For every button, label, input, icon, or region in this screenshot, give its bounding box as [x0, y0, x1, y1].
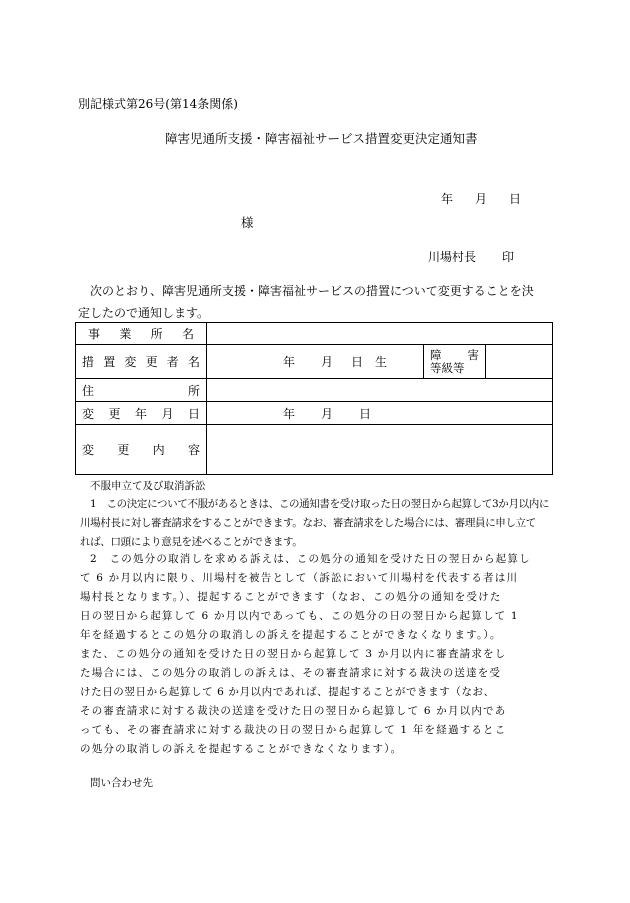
appeal-item-2-line: た場合には、この処分の取消しの訴えは、その審査請求に対する裁決の送達を受: [80, 667, 502, 679]
label-char: 容: [187, 443, 200, 457]
issue-date-year: 年: [441, 192, 454, 206]
birth-year: 年: [283, 355, 296, 369]
appeal-item-2-line: 年を経過するとこの処分の取消しの訴えを提起することができなくなります。）。: [80, 629, 502, 641]
birth-date-cell[interactable]: [207, 345, 424, 379]
label-char: 内: [152, 443, 165, 457]
birth-month: 月: [321, 355, 334, 369]
table-row-change-date: [76, 402, 553, 425]
seal-mark: 印: [502, 250, 515, 264]
address-label: [76, 379, 207, 402]
appeal-item-2-line: て 6 か月以内に限り、川場村を被告として（訴訟において川場村を代表する者は川: [80, 572, 519, 584]
label-char: 措: [82, 355, 95, 369]
label-char: 年: [134, 406, 147, 421]
addressee-suffix: 様: [241, 215, 254, 230]
label-char: 更: [108, 406, 121, 421]
label-char: 名: [187, 355, 200, 369]
issue-date-month: 月: [475, 192, 488, 206]
table-row-target: [76, 345, 553, 379]
disability-grade-value[interactable]: [486, 345, 553, 379]
issue-date-day: 日: [509, 192, 522, 206]
label-char: 業: [119, 327, 132, 341]
label-char: 変: [124, 355, 137, 369]
change-month: 月: [321, 406, 334, 421]
appeal-item-2-line: けた日の翌日から起算して 6 か月以内であれば、提起することができます（なお、: [80, 686, 495, 698]
change-content-label: [76, 425, 207, 475]
appeal-item-2-line: の処分の取消しの訴えを提起することができなくなります）。: [80, 743, 403, 755]
label-char: 住: [82, 383, 95, 398]
label-char: 障: [430, 347, 442, 362]
appeal-item-2-line: また、この処分の通知を受けた日の翌日から起算して 3 か月以内に審査請求をし: [80, 648, 507, 660]
appeal-item-1-line: 1 この決定について不服があるときは、この通知書を受け取った日の翌日から起算して3か月以内に: [90, 498, 550, 510]
label-char: 月: [161, 406, 174, 421]
label-char: 名: [181, 327, 194, 341]
label-char: 事: [88, 327, 101, 341]
document-title: 障害児通所支援・障害福祉サービス措置変更決定通知書: [165, 131, 478, 146]
table-row-office: [76, 323, 553, 345]
appeal-item-2-line: 2 この処分の取消しを求める訴えは、この処分の通知を受けた日の翌日から起算し: [90, 553, 531, 565]
change-content-value[interactable]: [207, 425, 553, 475]
label-char: 日: [187, 406, 200, 421]
intro-line-2: 定したので通知します。: [78, 306, 210, 320]
appeal-title: 不服申立て及び取消訴訟: [90, 480, 206, 492]
change-year: 年: [283, 406, 296, 421]
appeal-item-1-line: れば、口頭により意見を述べることができます。: [80, 536, 303, 548]
label-char: 害: [467, 347, 479, 362]
birth-suffix: 生: [375, 355, 388, 369]
label-char: 更: [117, 443, 130, 457]
disability-grade-label-line2: 等級等: [430, 360, 465, 375]
issuer-name: 川場村長: [428, 250, 477, 264]
office-name-value[interactable]: [207, 323, 553, 345]
change-date-value[interactable]: [207, 402, 553, 425]
target-name-label: [76, 345, 207, 379]
inquiry-heading: 問い合わせ先: [90, 777, 153, 789]
birth-day: 日: [351, 355, 364, 369]
label-char: 置: [103, 355, 116, 369]
table-row-change-content: [76, 425, 553, 475]
appeal-item-2-line: 日の翌日から起算して 6 か月以内であっても、この処分の日の翌日から起算して 1: [80, 610, 519, 622]
appeal-item-2-line: その審査請求に対する裁決の送達を受けた日の翌日から起算して 6 か月以内であ: [80, 705, 507, 717]
change-date-label: [76, 402, 207, 425]
appeal-item-1-line: 川場村長に対し審査請求をすることができます。なお、審査請求をした場合には、審理員に申し立て: [80, 517, 536, 529]
appeal-item-2-line: 場村長となります。）、提起することができます（なお、この処分の通知を受けた: [80, 591, 502, 603]
disability-grade-label: [424, 345, 486, 379]
intro-paragraph: [78, 280, 558, 324]
appeal-item-1: [80, 495, 550, 552]
label-char: 所: [187, 383, 200, 398]
appeal-item-2-line: っても、その審査請求に対する裁決の日の翌日から起算して 1 年を経過するとこ: [80, 724, 507, 736]
change-day: 日: [359, 406, 372, 421]
notice-table: [75, 322, 553, 475]
office-name-label: [76, 323, 207, 345]
intro-line-1: 次のとおり、障害児通所支援・障害福祉サービスの措置について変更することを決: [90, 284, 534, 298]
form-number: 別記様式第26号(第14条関係): [78, 97, 238, 111]
appeal-item-2: [80, 550, 531, 759]
label-char: 更: [145, 355, 158, 369]
address-value[interactable]: [207, 379, 553, 402]
label-char: 者: [166, 355, 179, 369]
label-char: 所: [150, 327, 163, 341]
table-row-address: [76, 379, 553, 402]
issue-date: [441, 190, 521, 207]
issuer: [428, 248, 514, 265]
label-char: 変: [82, 443, 95, 457]
label-char: 変: [82, 406, 95, 421]
